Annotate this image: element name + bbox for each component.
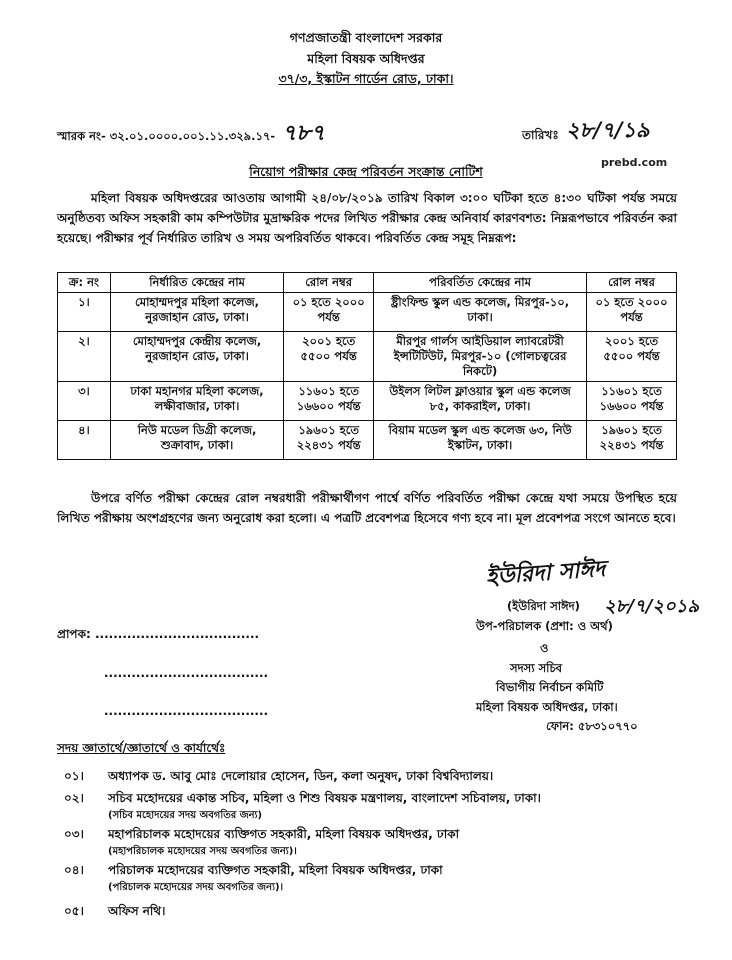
signatory-role: সদস্য সচিব [510,661,563,675]
intro-paragraph: মহিলা বিষয়ক অধিদপ্তরের আওতায় আগামী ২৪/০৮/২০১৯ তারিখ বিকাল ৩:০০ ঘটিকা হতে ৪:৩০ ঘটিকা পর্যন্ত সময়ে অনুষ্ঠিতব্য অফিস সহকারী কাম কম্পিউটার মুদ্রাক্ষরিক পদের লিখিত পরীক্ষার কেন্দ্র অনিবার্য কারণবশত: নিম্নরূপভাবে পরিবর্তন করা হয়েছে। পরীক্ষার পূর্ব নির্ধারিত তারিখ ও সময় অপরিবর্তিত থাকবে। পরিবর্তিত কেন্দ্র সমূহ নিম্নরূপ: [57,191,677,245]
table-row [58,382,677,421]
table-row [58,293,677,332]
date-label: তারিখঃ [522,128,559,142]
cell-new-center: ষ্ট্রীংফিল্ড স্কুল এন্ড কলেজ, মিরপুর-১০, ঢাকা। [374,293,587,332]
col-header-new-center: পরিবর্তিত কেন্দ্রের নাম [374,273,587,293]
cell-roll-new: ২০০১ হতে ৫৫০০ পর্যন্ত [587,332,677,382]
subject: নিয়োগ পরীক্ষার কেন্দ্র পরিবর্তন সংক্রান্ত নোটিশ [249,164,483,179]
cell-old-center: মোহাম্মদপুর মহিলা কলেজ, নুরজাহান রোড, ঢাকা। [110,293,283,332]
signatory-committee: বিভাগীয় নির্বাচন কমিটি [496,680,604,694]
col-header-old-center: নির্ধারিত কেন্দ্রের নাম [110,273,283,293]
dist-item-no: ০৫। [64,904,84,918]
signatory-phone: ফোন: ৫৮৩১০৭৭০ [546,719,638,733]
dist-item-text: অফিস নথি। [108,904,166,918]
cell-old-center: মোহাম্মদপুর কেন্দ্রীয় কলেজ, নুরজাহান রোড, ঢাকা। [110,332,283,382]
cell-roll: ১৯৬০১ হতে ২২৪৩১ পর্যন্ত [284,421,374,460]
cell-new-center: মীরপুর গার্লস আইডিয়াল ল্যাবরেটরী ইন্সটিটিউট, মিরপুর-১০ (গোলচত্বরের নিকটে) [374,332,587,382]
cell-roll: ২০০১ হতে ৫৫০০ পর্যন্ত [284,332,374,382]
recipient-dots-line-2: .................................... [104,666,269,680]
signatory-name: (ইউরিদা সাঈদ) [507,599,580,613]
signatory-and: ও [540,641,549,655]
recipient-label: প্রাপক: [57,627,95,641]
cell-roll-new: ১৯৬০১ হতে ২২৪৩১ পর্যন্ত [587,421,677,460]
center-change-table [57,272,677,460]
cell-roll-new: ০১ হতে ২০০০ পর্যন্ত [587,293,677,332]
col-header-roll-new: রোল নম্বর [587,273,677,293]
memo-ref: স্মারক নং- ৩২.০১.০০০০.০০১.১১.৩২৯.১৭- [57,129,276,143]
signatory-office: মহিলা বিষয়ক অধিদপ্তর, ঢাকা। [476,700,618,714]
cell-serial: ৩। [58,382,111,421]
signature-date-handwritten: ২৮/৭/২০১৯ [604,596,700,617]
signature-handwritten: ইউরিদা সাঈদ [485,555,607,591]
dist-item-note: (সচিব মহোদয়ের সদয় অবগতির জন্য) [108,810,263,821]
watermark: prebd.com [601,156,668,169]
col-header-roll: রোল নম্বর [284,273,374,293]
dist-item-text: অধ্যাপক ড. আবু মোঃ দেলোয়ার হোসেন, ডিন, কলা অনুষদ, ঢাকা বিশ্ববিদ্যালয়। [108,769,494,783]
recipient-line [57,626,259,646]
cell-roll-new: ১১৬০১ হতে ১৬৬০০ পর্যন্ত [587,382,677,421]
date-handwritten: ২৮/৭/১৯ [566,117,650,142]
office-title: মহিলা বিষয়ক অধিদপ্তর [307,51,425,66]
cell-serial: ৪। [58,421,111,460]
cell-roll: ১১৬০১ হতে ১৬৬০০ পর্যন্ত [284,382,374,421]
dist-item-no: ০২। [64,791,84,805]
gov-title: গণপ্রজাতন্ত্রী বাংলাদেশ সরকার [289,30,443,45]
dist-item-text: মহাপরিচালক মহোদয়ের ব্যক্তিগত সহকারী, মহিলা বিষয়ক অধিদপ্তর, ঢাকা [108,827,460,841]
dist-item-no: ০১। [64,769,84,783]
col-header-serial: ক্র: নং [58,273,111,293]
cell-new-center: বিয়াম মডেল স্কুল এন্ড কলেজ ৬৩, নিউ ইস্কাটন, ঢাকা। [374,421,587,460]
table-row [58,421,677,460]
memo-ref-handwritten: ৭৮৭ [282,120,325,146]
recipient-dots-line-3: .................................... [104,704,269,718]
cell-roll: ০১ হতে ২০০০ পর্যন্ত [284,293,374,332]
office-address: ৩৭/৩, ইস্কাটন গার্ডেন রোড, ঢাকা। [278,71,454,86]
dist-item-note: (মহাপরিচালক মহোদয়ের সদয় অবগতির জন্য)। [108,846,297,857]
distribution-title: সদয় জ্ঞাতার্থে/জ্ঞাতার্থে ও কার্যার্থেঃ [57,741,226,755]
table-row [58,332,677,382]
signatory-designation: উপ-পরিচালক (প্রশা: ও অর্থ) [476,619,613,633]
dist-item-no: ০৪। [64,863,84,877]
cell-new-center: উইলস লিটল ফ্লাওয়ার স্কুল এন্ড কলেজ ৮৫, কাকরাইল, ঢাকা। [374,382,587,421]
dist-item-text: সচিব মহোদয়ের একান্ত সচিব, মহিলা ও শিশু বিষয়ক মন্ত্রণালয়, বাংলাদেশ সচিবালয়, ঢাকা। [108,791,541,805]
table-header-row [58,273,677,293]
recipient-dots: .................................... [94,627,260,641]
cell-old-center: নিউ মডেল ডিগ্রী কলেজ, শুক্রাবাদ, ঢাকা। [110,421,283,460]
closing-paragraph: উপরে বর্ণিত পরীক্ষা কেন্দ্রের রোল নম্বরধারী পরীক্ষার্থীগণ পার্শ্বে বর্ণিত পরিবর্তিত পরীক্ষা কেন্দ্রে যথা সময়ে উপস্থিত হয়ে লিখিত পরীক্ষায় অংশগ্রহণের জন্য অনুরোধ করা হলো। এ পত্রটি প্রবেশপত্র হিসেবে গণ্য হবে না। মূল প্রবেশপত্র সংগে আনতে হবে। [57,491,677,525]
dist-item-text: পরিচালক মহোদয়ের ব্যক্তিগত সহকারী, মহিলা বিষয়ক অধিদপ্তর, ঢাকা [108,863,443,877]
cell-serial: ১। [58,293,111,332]
cell-serial: ২। [58,332,111,382]
dist-item-no: ০৩। [64,827,84,841]
dist-item-note: (পরিচালক মহোদয়ের সদয় অবগতির জন্য)। [108,882,284,893]
cell-old-center: ঢাকা মহানগর মহিলা কলেজ, লক্ষীবাজার, ঢাকা। [110,382,283,421]
